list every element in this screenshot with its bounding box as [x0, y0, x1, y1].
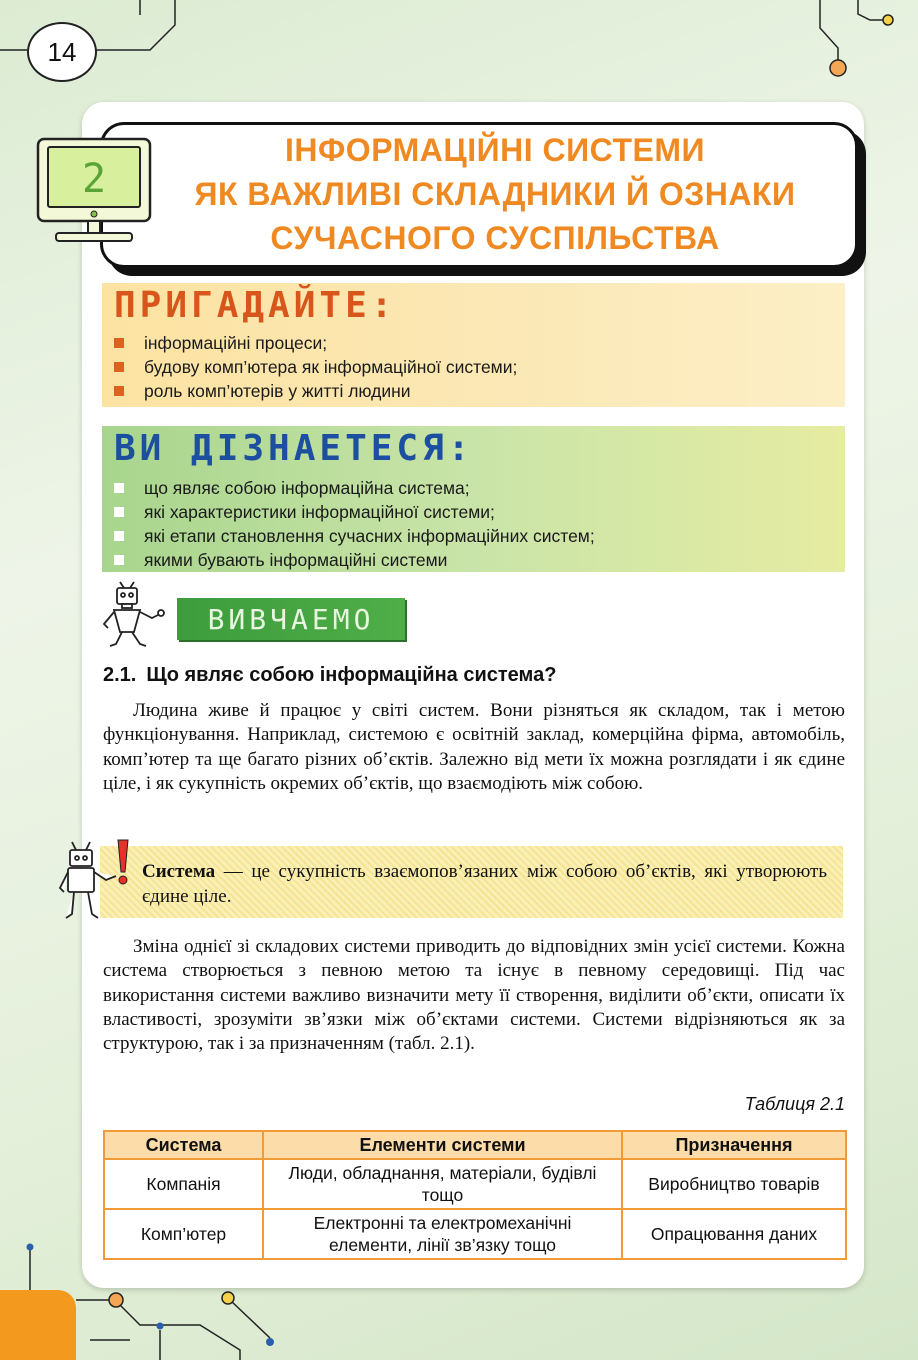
systems-table: [103, 1130, 847, 1260]
study-badge: ВИВЧАЕМО: [177, 598, 405, 640]
section-title-text: Що являє собою інформаційна система?: [146, 664, 557, 686]
table-cell: Комп’ютер: [104, 1209, 263, 1259]
bullet-square-icon: [114, 507, 124, 517]
list-item-text: роль комп’ютерів у житті людини: [144, 381, 411, 401]
bullet-square-icon: [114, 362, 124, 372]
definition-body: — це сукупність взаємопов’язаних між собою об’єктів, які утворюють єдине ціле.: [142, 861, 827, 907]
bullet-square-icon: [114, 555, 124, 565]
list-item-text: якими бувають інформаційні системи: [144, 550, 448, 570]
learn-heading: ВИ ДІЗНАЕТЕСЯ:: [114, 428, 474, 469]
bullet-square-icon: [114, 386, 124, 396]
learn-box: [102, 426, 845, 572]
table-cell: Виробництво товарів: [622, 1159, 846, 1209]
list-item: [112, 379, 517, 403]
section-number: 2.1.: [103, 664, 137, 686]
definition-term: Система: [142, 861, 216, 882]
list-item-text: які етапи становлення сучасних інформаційних систем;: [144, 526, 595, 546]
chapter-title-line: СУЧАСНОГО СУСПІЛЬСТВА: [270, 220, 720, 256]
bullet-square-icon: [114, 338, 124, 348]
monitor-icon: [34, 137, 154, 247]
recall-heading: ПРИГАДАЙТЕ:: [114, 285, 397, 326]
chapter-title: [140, 128, 850, 260]
bullet-square-icon: [114, 531, 124, 541]
list-item-text: будову комп’ютера як інформаційної системи;: [144, 357, 518, 377]
robot-icon: [100, 580, 166, 650]
paragraph: Людина живе й працює у світі систем. Вони різняться як складом, так і метою функціонування. Наприклад, системою є освітній заклад, комерційна фірма, автомобіль, комп’ютер та ще багато різних об’єктів. Залежно від мети їх можна розглядати і як єдине ціле, і як сукупність окремих об’єктів, що взаємодіють між собою.: [103, 700, 845, 794]
definition-text: [142, 860, 827, 909]
column-header: Призначення: [622, 1131, 846, 1159]
list-item: [112, 500, 595, 524]
column-header: Елементи системи: [263, 1131, 622, 1159]
list-item-text: що являє собою інформаційна система;: [144, 478, 470, 498]
paragraph: Зміна однієї зі складових системи приводить до відповідних змін усієї системи. Кожна система створюється з певною метою та існує в певному середовищі. Під час використання системи важливо визначити мету її створення, виділити об’єкти, описати їх властивості, зрозуміти зв’язки між об’єктами системи. Системи відрізняються як за структурою, так і за призначенням (табл. 2.1).: [103, 936, 845, 1055]
list-item-text: інформаційні процеси;: [144, 333, 328, 353]
recall-list: [112, 331, 517, 403]
table-cell: Компанія: [104, 1159, 263, 1209]
chapter-title-line: ІНФОРМАЦІЙНІ СИСТЕМИ: [284, 132, 705, 168]
section-title: [103, 664, 556, 687]
chapter-title-line: ЯК ВАЖЛИВІ СКЛАДНИКИ Й ОЗНАКИ: [194, 176, 796, 212]
list-item: [112, 476, 595, 500]
column-header: Система: [104, 1131, 263, 1159]
learn-list: [112, 476, 595, 572]
definition-box: [100, 846, 843, 918]
table-row: [104, 1159, 846, 1209]
bullet-square-icon: [114, 483, 124, 493]
chapter-number: 2: [81, 156, 107, 202]
page-corner-tab: [0, 1290, 76, 1360]
table-cell: Електронні та електромеханічні елементи, лінії зв’язку тощо: [263, 1209, 622, 1259]
robot-exclamation-icon: [58, 836, 138, 926]
table-row: [104, 1209, 846, 1259]
list-item: [112, 548, 595, 572]
page-number: 14: [27, 22, 97, 82]
list-item: [112, 355, 517, 379]
list-item-text: які характеристики інформаційної системи;: [144, 502, 495, 522]
recall-box: [102, 283, 845, 407]
table-cell: Люди, обладнання, матеріали, будівлі тощо: [263, 1159, 622, 1209]
list-item: [112, 331, 517, 355]
table-cell: Опрацювання даних: [622, 1209, 846, 1259]
table-header-row: [104, 1131, 846, 1159]
table-caption: Таблиця 2.1: [744, 1094, 845, 1114]
list-item: [112, 524, 595, 548]
